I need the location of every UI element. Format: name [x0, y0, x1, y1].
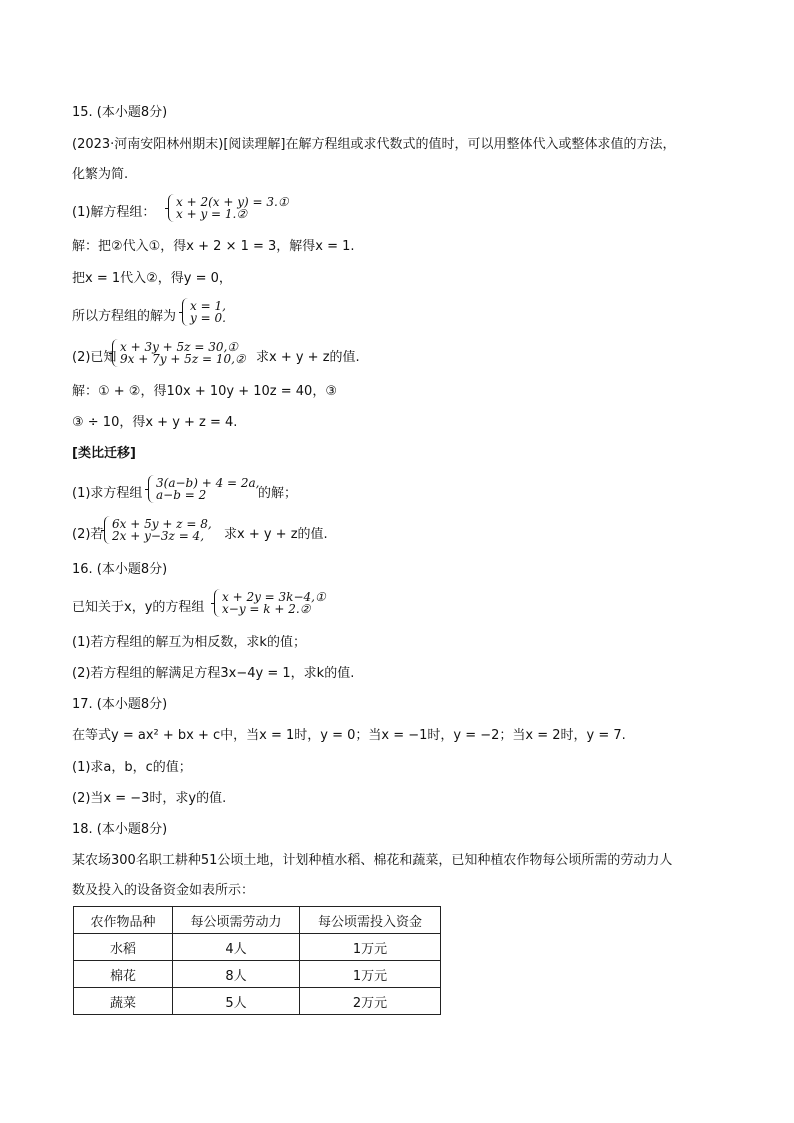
q15-solution2-line1: 解：① + ②，得10x + 10y + 10z = 40，③	[72, 384, 337, 399]
q15-solution1-line2: 把x = 1代入②，得y = 0，	[72, 271, 232, 286]
q15-header: 15. (本小题8分)	[72, 105, 168, 120]
brace-icon	[168, 194, 175, 222]
brace-icon	[148, 475, 155, 503]
brace-icon	[104, 516, 111, 544]
table-cell: 5人	[173, 988, 300, 1015]
q15-transfer-part1-suffix: 的解；	[258, 486, 298, 501]
q15-transfer-part1-eq1: 3(a−b) + 4 = 2a,	[156, 476, 260, 490]
q15-transfer-title: [类比迁移]	[72, 446, 136, 461]
q16-part2: (2)若方程组的解满足方程3x−4y = 1，求k的值.	[72, 666, 355, 681]
table-row	[74, 934, 441, 961]
q15-part2-system	[72, 339, 412, 367]
table-cell: 4人	[173, 934, 300, 961]
q16-header: 16. (本小题8分)	[72, 562, 168, 577]
q15-transfer-part1	[72, 475, 392, 503]
q15-intro-line1: (2023·河南安阳林州期末)[阅读理解]在解方程组或求代数式的值时，可以用整体代入或整体求值的方法，	[72, 137, 676, 152]
table-header-cell: 每公顷需劳动力	[173, 907, 300, 934]
q16-system	[72, 589, 412, 617]
q15-intro-line2: 化繁为简.	[72, 167, 129, 182]
table-header-cell: 每公顷需投入资金	[300, 907, 441, 934]
table-header-cell: 农作物品种	[74, 907, 173, 934]
table-row	[74, 961, 441, 988]
q15-transfer-part2-eq1: 6x + 5y + z = 8,	[112, 517, 212, 531]
table-cell: 2万元	[300, 988, 441, 1015]
q15-transfer-part2-eq2: 2x + y−3z = 4,	[112, 529, 205, 543]
q15-solution1-answer	[72, 298, 372, 326]
q18-stem-line1: 某农场300名职工耕种51公顷土地，计划种植水稻、棉花和蔬菜，已知种植农作物每公顷所需的劳动力人	[72, 853, 673, 868]
q15-transfer-part1-eq2: a−b = 2	[156, 488, 207, 502]
q16-eq1: x + 2y = 3k−4,①	[222, 590, 326, 604]
q15-solution1-y: y = 0.	[190, 311, 226, 325]
q15-part1-system	[72, 194, 372, 222]
brace-icon	[112, 339, 119, 367]
table-cell: 蔬菜	[74, 988, 173, 1015]
q15-part1-eq1: x + 2(x + y) = 3.①	[176, 195, 289, 209]
q17-part1: (1)求a，b，c的值；	[72, 760, 192, 775]
q15-part2-eq2: 9x + 7y + 5z = 10,②	[120, 352, 246, 366]
crop-requirements-table	[73, 906, 441, 1015]
brace-icon	[214, 589, 221, 617]
table-cell: 1万元	[300, 961, 441, 988]
q17-stem: 在等式y = ax² + bx + c中，当x = 1时，y = 0；当x = −1时，y = −2；当x = 2时，y = 7.	[72, 728, 626, 743]
q15-part2-suffix: 求x + y + z的值.	[256, 350, 360, 365]
table-row	[74, 988, 441, 1015]
q15-solution1-line1: 解：把②代入①，得x + 2 × 1 = 3，解得x = 1.	[72, 239, 355, 254]
q15-transfer-part2-suffix: 求x + y + z的值.	[224, 527, 328, 542]
q15-transfer-part1-prefix: (1)求方程组	[72, 486, 143, 501]
q15-solution1-prefix: 所以方程组的解为	[72, 309, 177, 324]
q18-header: 18. (本小题8分)	[72, 822, 168, 837]
q17-header: 17. (本小题8分)	[72, 697, 168, 712]
table-header-row	[74, 907, 441, 934]
q15-part2-eq1: x + 3y + 5z = 30,①	[120, 340, 239, 354]
q15-part2-prefix: (2)已知	[72, 350, 117, 365]
table-cell: 8人	[173, 961, 300, 988]
q17-part2: (2)当x = −3时，求y的值.	[72, 791, 227, 806]
table-cell: 水稻	[74, 934, 173, 961]
q16-stem-prefix: 已知关于x，y的方程组	[72, 600, 205, 615]
q15-solution2-line2: ③ ÷ 10，得x + y + z = 4.	[72, 415, 238, 430]
q18-stem-line2: 数及投入的设备资金如表所示：	[72, 883, 255, 898]
q15-transfer-part2	[72, 516, 392, 544]
q15-transfer-part2-prefix: (2)若	[72, 527, 104, 542]
q16-part1: (1)若方程组的解互为相反数，求k的值；	[72, 635, 306, 650]
q15-solution1-x: x = 1,	[190, 299, 226, 313]
q15-part1-eq2: x + y = 1.②	[176, 207, 248, 221]
q15-part1-prefix: (1)解方程组：	[72, 205, 156, 220]
brace-icon	[182, 298, 189, 326]
q16-eq2: x−y = k + 2.②	[222, 602, 311, 616]
table-cell: 棉花	[74, 961, 173, 988]
table-cell: 1万元	[300, 934, 441, 961]
